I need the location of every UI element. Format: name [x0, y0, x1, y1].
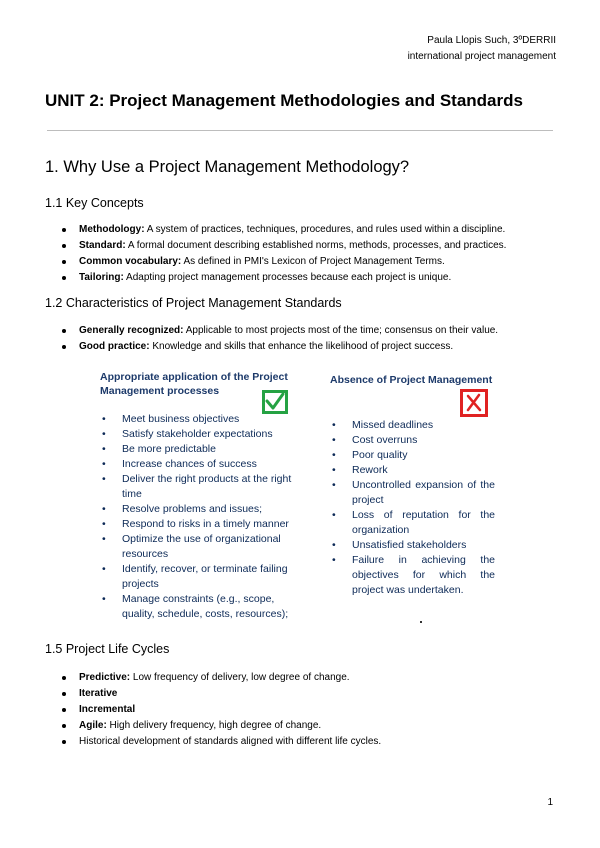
list-item — [62, 323, 498, 339]
page-number: 1 — [547, 797, 553, 808]
term-label: Agile: — [79, 720, 107, 731]
list-item — [62, 238, 506, 254]
consequence-item: • Failure in achieving the objectives for which the project was undertaken. — [330, 553, 495, 598]
benefit-item: • Manage constraints (e.g., scope, quality, schedule, costs, resources); — [100, 592, 300, 622]
unit-title: UNIT 2: Project Management Methodologies and Standards — [45, 91, 523, 110]
term-definition: High delivery frequency, high degree of change. — [106, 720, 322, 731]
term-definition: Applicable to most projects most of the time; consensus on their value. — [183, 325, 499, 336]
term-label: Standard: — [79, 240, 126, 251]
term-label: Methodology: — [79, 224, 145, 235]
term-definition: As defined in PMI's Lexicon of Project Management Terms. — [181, 256, 445, 267]
consequences-list — [330, 418, 495, 598]
standards-characteristics-list — [62, 323, 498, 355]
term-label: Incremental — [79, 704, 136, 715]
benefit-item: • Be more predictable — [100, 442, 300, 457]
title-line: Appropriate application of the Project — [100, 371, 288, 383]
list-item — [62, 718, 381, 734]
list-item — [62, 734, 381, 750]
consequence-item: • Missed deadlines — [330, 418, 495, 433]
consequence-item: • Unsatisfied stakeholders — [330, 538, 495, 553]
benefit-item: • Deliver the right products at the right time — [100, 472, 300, 502]
list-item — [62, 702, 381, 718]
benefit-item: • Satisfy stakeholder expectations — [100, 427, 300, 442]
term-definition: A system of practices, techniques, procedures, and rules used within a discipline. — [144, 224, 506, 235]
term-definition: Historical development of standards aligned with different life cycles. — [79, 736, 382, 747]
term-definition: Adapting project management processes because each project is unique. — [123, 272, 452, 283]
consequence-item: • Cost overruns — [330, 433, 495, 448]
benefit-item: • Resolve problems and issues; — [100, 502, 300, 517]
absence-title: Absence of Project Management — [330, 374, 493, 386]
consequence-item: • Rework — [330, 463, 495, 478]
course-line: international project management — [407, 51, 556, 62]
list-item — [62, 270, 506, 286]
subsection-heading-life-cycles: 1.5 Project Life Cycles — [45, 642, 170, 656]
benefits-list — [100, 412, 300, 622]
green-check-icon — [262, 390, 288, 414]
comparison-figure — [100, 370, 500, 630]
key-concepts-list — [62, 222, 506, 286]
author-line: Paula Llopis Such, 3ºDERRII — [427, 35, 556, 46]
benefit-item: • Increase chances of success — [100, 457, 300, 472]
term-label: Common vocabulary: — [79, 256, 182, 267]
life-cycles-list — [62, 670, 381, 750]
benefit-item: • Respond to risks in a timely manner — [100, 517, 300, 532]
title-line: Management processes — [100, 385, 220, 397]
subsection-heading-key-concepts: 1.1 Key Concepts — [45, 196, 144, 210]
term-label: Tailoring: — [79, 272, 124, 283]
subsection-heading-standards: 1.2 Characteristics of Project Management Standards — [45, 296, 342, 310]
stray-dot — [420, 621, 422, 623]
benefit-item: • Identify, recover, or terminate failing projects — [100, 562, 300, 592]
term-label: Predictive: — [79, 672, 131, 683]
term-definition: Low frequency of delivery, low degree of change. — [130, 672, 350, 683]
term-definition: A formal document describing established norms, methods, processes, and practices. — [125, 240, 507, 251]
consequence-item: • Poor quality — [330, 448, 495, 463]
section-heading: 1. Why Use a Project Management Methodology? — [45, 158, 410, 176]
horizontal-divider — [47, 130, 553, 131]
benefit-item: • Meet business objectives — [100, 412, 300, 427]
benefit-item: • Optimize the use of organizational resources — [100, 532, 300, 562]
list-item — [62, 670, 381, 686]
consequence-item: • Uncontrolled expansion of the project — [330, 478, 495, 508]
list-item — [62, 254, 506, 270]
term-definition: Knowledge and skills that enhance the likelihood of project success. — [149, 341, 454, 352]
appropriate-application-column — [100, 370, 300, 622]
term-label: Generally recognized: — [79, 325, 184, 336]
page-header — [408, 33, 556, 65]
consequence-item: • Loss of reputation for the organization — [330, 508, 495, 538]
term-label: Good practice: — [79, 341, 150, 352]
term-label: Iterative — [79, 688, 118, 699]
list-item — [62, 339, 498, 355]
list-item — [62, 686, 381, 702]
absence-column — [330, 370, 495, 598]
list-item — [62, 222, 506, 238]
red-cross-icon — [460, 389, 488, 417]
